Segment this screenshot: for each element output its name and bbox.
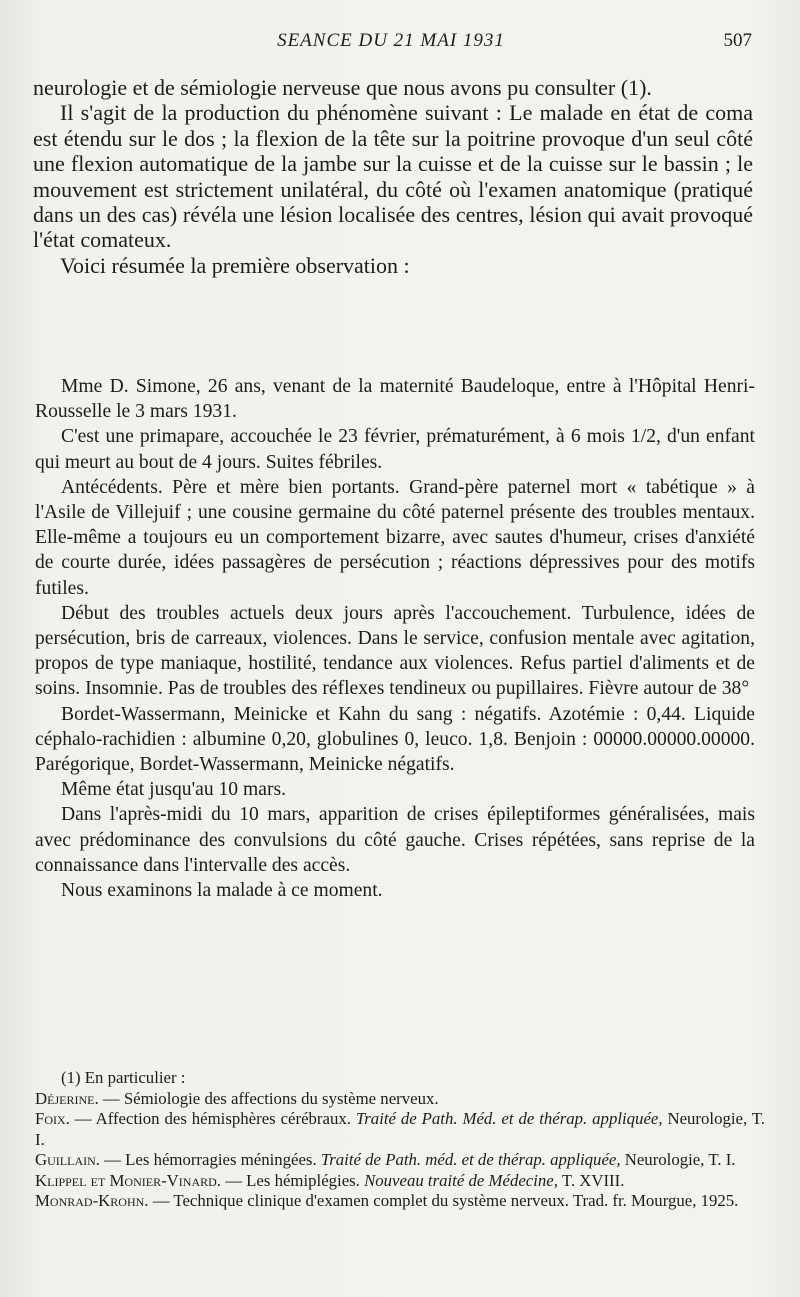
reference-text: — Les hémorragies méningées. [99,1150,321,1169]
observation-paragraph: Début des troubles actuels deux jours après l'accouchement. Turbulence, idées de persécution, bris de carreaux, violences. Dans le service, confusion mentale avec agitation, propos de type maniaque, hostilité, tendance aux violences. Refus partiel d'aliments et de soins. Insomnie. Pas de troubles des réflexes tendineux ou pupillaires. Fièvre autour de 38° [35,602,755,700]
reference-text: — Technique clinique d'examen complet du système nerveux. Trad. fr. Mourgue, 1925. [148,1191,739,1210]
observation-paragraph: Nous examinons la malade à ce moment. [61,880,383,902]
footnotes [35,1068,765,1212]
reference-text: — Sémiologie des affections du système nerveux. [98,1088,439,1108]
observation-paragraph: Mme D. Simone, 26 ans, venant de la maternité Baudeloque, entre à l'Hôpital Henri-Rousselle le 3 mars 1931. [35,376,755,423]
reference-text: — Affection des hémisphères cérébraux. [69,1109,356,1128]
reference-volume: Neurologie, T. I. [620,1150,736,1169]
reference-author: Foix. [35,1109,70,1128]
running-head: SEANCE DU 21 MAI 1931 [277,30,505,51]
reference-author: Guillain. [35,1150,100,1169]
observation-paragraph: Même état jusqu'au 10 mars. [61,779,286,801]
footnote-reference [35,1089,765,1110]
reference-volume: T. XVIII. [557,1170,625,1190]
footnote-reference [35,1191,765,1212]
page-header [30,30,752,54]
observation-paragraph: Dans l'après-midi du 10 mars, apparition de crises épileptiformes généralisées, mais avec prédominance des convulsions du côté gauche. Crises répétées, sans reprise de la connaissance dans l'intervalle des accès. [35,804,755,876]
reference-title: Nouveau traité de Médecine, [364,1170,558,1190]
reference-author: Monrad-Krohn. [35,1191,149,1210]
footnote-reference [35,1109,765,1150]
reference-volume: Neurologie, T. I. [35,1109,765,1149]
paragraph-phenomenon: Il s'agit de la production du phénomène suivant : Le malade en état de coma est étendu sur le dos ; la flexion de la tête sur la poitrine provoque d'un seul côté une flexion automatique de la jambe sur la cuisse et de la cuisse sur le bassin ; le mouvement est strictement unilatéral, du côté où l'examen anatomique (pratiqué dans un des cas) révéla une lésion localisée des centres, lésion qui avait provoqué l'état comateux. [33,100,753,253]
reference-title: Traité de Path. Méd. et de thérap. appliquée, [355,1109,663,1128]
reference-title: Traité de Path. méd. et de thérap. appliquée, [320,1150,621,1169]
footnote-heading: (1) En particulier : [61,1068,186,1087]
reference-author: Klippel et Monier-Vinard. [35,1170,221,1190]
observation-text [35,374,755,903]
reference-text: — Les hémiplégies. [221,1170,365,1190]
observation-paragraph: Bordet-Wassermann, Meinicke et Kahn du sang : négatifs. Azotémie : 0,44. Liquide céphalo-rachidien : albumine 0,20, globulines 0, leuco. 1,8. Benjoin : 00000.00000.00000. Parégorique, Bordet-Wassermann, Meinicke négatifs. [35,703,755,776]
paragraph-continuation: neurologie et de sémiologie nerveuse que nous avons pu consulter (1). [33,75,652,100]
reference-author: Déjerine. [35,1088,99,1108]
observation-paragraph: C'est une primapare, accouchée le 23 février, prématurément, à 6 mois 1/2, d'un enfant qui meurt au bout de 4 jours. Suites fébriles. [35,426,755,473]
paragraph-intro-observation: Voici résumée la première observation : [60,252,410,278]
observation-paragraph: Antécédents. Père et mère bien portants. Grand-père paternel mort « tabétique » à l'Asile de Villejuif ; une cousine germaine du côté paternel présente des troubles mentaux. Elle-même a toujours eu un comportement bizarre, avec sautes d'humeur, crises d'anxiété de courte durée, idées passagères de persécution ; réactions dépressives pour des motifs futiles. [35,476,755,599]
footnote-reference [35,1171,765,1192]
main-text [33,75,753,278]
page-number: 507 [723,30,752,51]
footnote-reference [35,1150,765,1171]
